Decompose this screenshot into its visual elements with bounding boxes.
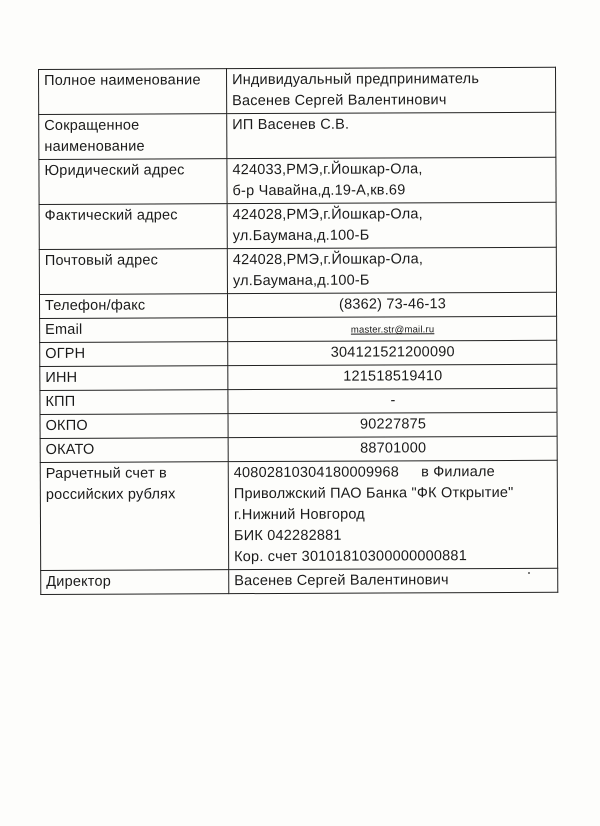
phone-value: (8362) 73-46-13 (227, 292, 556, 317)
okpo-label: ОКПО (40, 414, 228, 439)
kpp-value: - (228, 388, 557, 413)
table-row (40, 436, 557, 462)
actual-address-value (227, 202, 556, 248)
table-row (40, 316, 557, 342)
full-name-value (227, 67, 556, 113)
account-branch-prefix: в Филиале (421, 464, 495, 481)
short-name-label-line2: наименование (44, 138, 145, 155)
account-number-line (234, 462, 553, 484)
okato-value: 88701000 (228, 436, 557, 461)
inn-label: ИНН (40, 366, 228, 391)
legal-address-label: Юридический адрес (39, 159, 227, 205)
legal-address-line2: б-р Чавайна,д.19-А,кв.69 (232, 182, 406, 200)
table-row (40, 340, 557, 366)
ogrn-label: ОГРН (40, 342, 228, 367)
kpp-label: КПП (40, 390, 228, 415)
account-value (228, 460, 557, 569)
short-name-label-line1: Сокращенное (44, 117, 140, 134)
table-row (40, 364, 557, 390)
postal-address-line1: 424028,РМЭ,г.Йошкар-Ола, (232, 251, 424, 269)
table-row (40, 460, 557, 570)
email-cell (228, 316, 557, 341)
scan-speck (528, 572, 530, 574)
email-label: Email (40, 318, 228, 343)
account-number: 40802810304180009968 (233, 464, 400, 482)
account-bank-line: Приволжский ПАО Банка "ФК Открытие" (233, 484, 514, 503)
actual-address-line2: ул.Баумана,д.100-Б (232, 227, 370, 245)
full-name-line1: Индивидуальный предприниматель (232, 71, 480, 89)
postal-address-line2: ул.Баумана,д.100-Б (232, 272, 370, 290)
actual-address-line1: 424028,РМЭ,г.Йошкар-Ола, (232, 206, 423, 224)
table-row (39, 67, 556, 114)
account-label-line2: российских рублях (45, 486, 176, 503)
table-row (40, 412, 557, 438)
okpo-value: 90227875 (228, 412, 557, 437)
short-name-label (39, 114, 227, 160)
table-row (39, 157, 556, 204)
table-row (40, 388, 557, 414)
director-label: Директор (41, 570, 229, 595)
account-label-line1: Рарчетный счет в (45, 465, 167, 482)
account-label (40, 462, 228, 571)
short-name-value: ИП Васенев С.В. (227, 112, 556, 158)
email-link[interactable]: master.str@mail.ru (350, 324, 435, 336)
table-row (39, 202, 556, 249)
okato-label: ОКАТО (40, 438, 228, 463)
table-row (39, 247, 556, 294)
full-name-line2: Васенев Сергей Валентинович (232, 92, 447, 110)
account-corr-line: Кор. счет 30101810300000000881 (234, 548, 467, 566)
director-value: Васенев Сергей Валентинович (229, 568, 558, 593)
account-bik-line: БИК 042282881 (234, 527, 342, 545)
legal-address-value (227, 157, 556, 203)
inn-value: 121518519410 (228, 364, 557, 389)
actual-address-label: Фактический адрес (39, 204, 227, 250)
account-city-line: г.Нижний Новгород (233, 506, 365, 524)
table-row (39, 292, 556, 318)
full-name-label: Полное наименование (39, 69, 227, 115)
phone-label: Телефон/факс (39, 294, 227, 319)
requisites-table (38, 67, 558, 595)
postal-address-label: Почтовый адрес (39, 249, 227, 295)
ogrn-value: 304121521200090 (228, 340, 557, 365)
table-row (41, 568, 558, 594)
legal-address-line1: 424033,РМЭ,г.Йошкар-Ола, (232, 161, 423, 179)
table-row (39, 112, 556, 159)
postal-address-value (227, 247, 556, 293)
